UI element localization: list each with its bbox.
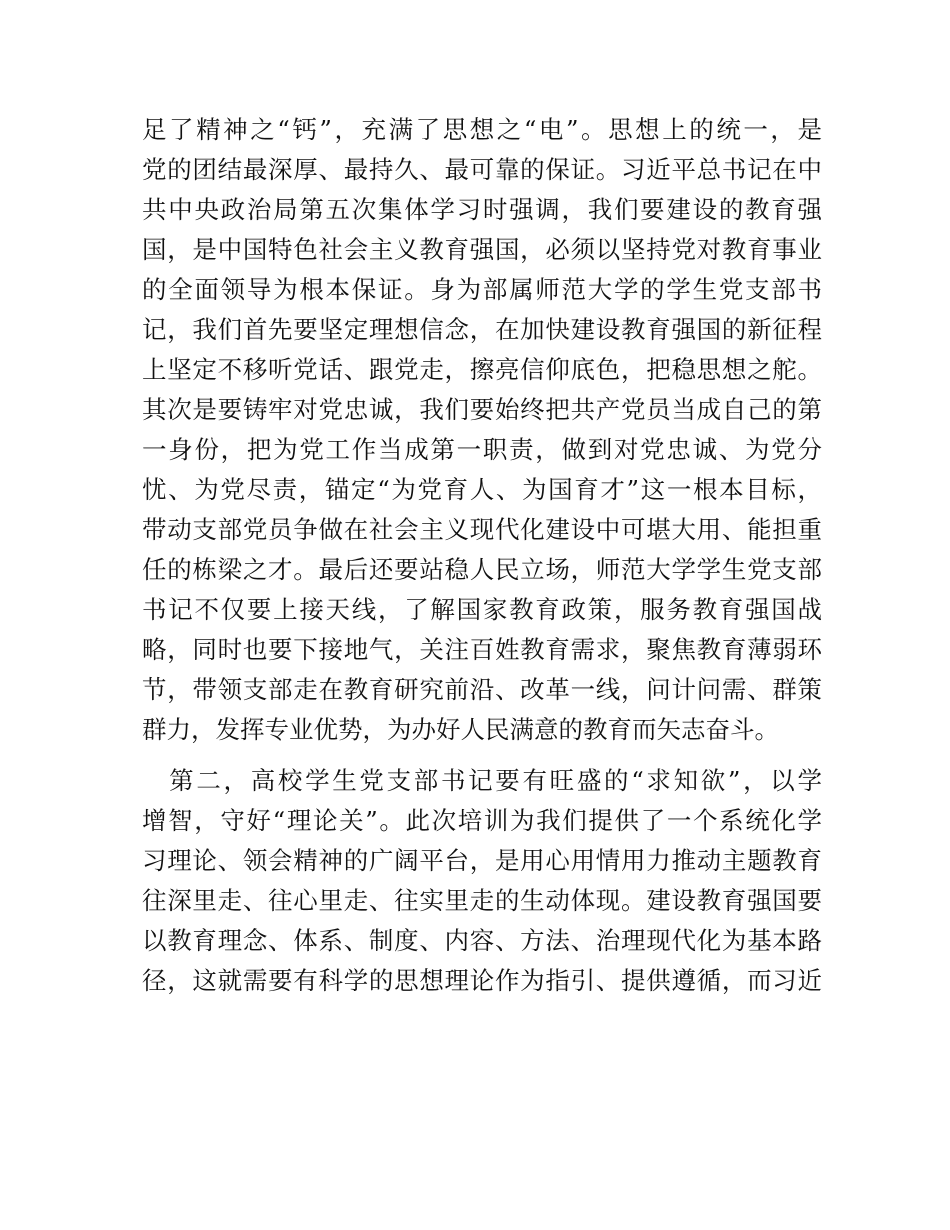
- text-line: 带动支部党员争做在社会主义现代化建设中可堪大用、能担重: [142, 515, 822, 544]
- text-line: 足了精神之“钙”，充满了思想之“电”。思想上的统一，是: [142, 115, 822, 144]
- text-line: 增智，守好“理论关”。此次培训为我们提供了一个系统化学: [142, 806, 822, 835]
- paragraph-1: [142, 110, 822, 750]
- text-line: 节，带领支部走在教育研究前沿、改革一线，问计问需、群策: [142, 675, 822, 704]
- text-line: 群力，发挥专业优势，为办好人民满意的教育而矢志奋斗。: [142, 715, 779, 744]
- text-line: 以教育理念、体系、制度、内容、方法、治理现代化为基本路: [142, 926, 822, 955]
- document-body: [142, 110, 822, 1001]
- paragraph-spacer: [142, 750, 822, 761]
- text-line: 的全面领导为根本保证。身为部属师范大学的学生党支部书: [142, 275, 822, 304]
- text-line: 其次是要铸牢对党忠诚，我们要始终把共产党员当成自己的第: [142, 395, 822, 424]
- text-line: 记，我们首先要坚定理想信念，在加快建设教育强国的新征程: [142, 315, 822, 344]
- text-line: 任的栋梁之才。最后还要站稳人民立场，师范大学学生党支部: [142, 555, 822, 584]
- text-line: 共中央政治局第五次集体学习时强调，我们要建设的教育强: [142, 195, 822, 224]
- text-line: 第二，高校学生党支部书记要有旺盛的“求知欲”，以学: [142, 766, 822, 795]
- text-line: 党的团结最深厚、最持久、最可靠的保证。习近平总书记在中: [142, 155, 822, 184]
- text-line: 上坚定不移听党话、跟党走，擦亮信仰底色，把稳思想之舵。: [142, 355, 822, 384]
- text-line: 忧、为党尽责，锚定“为党育人、为国育才”这一根本目标，: [142, 475, 822, 504]
- paragraph-2: [142, 761, 822, 1001]
- text-line: 一身份，把为党工作当成第一职责，做到对党忠诚、为党分: [142, 435, 822, 464]
- text-line: 国，是中国特色社会主义教育强国，必须以坚持党对教育事业: [142, 235, 822, 264]
- text-line: 书记不仅要上接天线，了解国家教育政策，服务教育强国战: [142, 595, 822, 624]
- text-line: 略，同时也要下接地气，关注百姓教育需求，聚焦教育薄弱环: [142, 635, 822, 664]
- text-line: 径，这就需要有科学的思想理论作为指引、提供遵循，而习近: [142, 966, 822, 995]
- text-line: 习理论、领会精神的广阔平台，是用心用情用力推动主题教育: [142, 846, 822, 875]
- text-line: 往深里走、往心里走、往实里走的生动体现。建设教育强国要: [142, 886, 822, 915]
